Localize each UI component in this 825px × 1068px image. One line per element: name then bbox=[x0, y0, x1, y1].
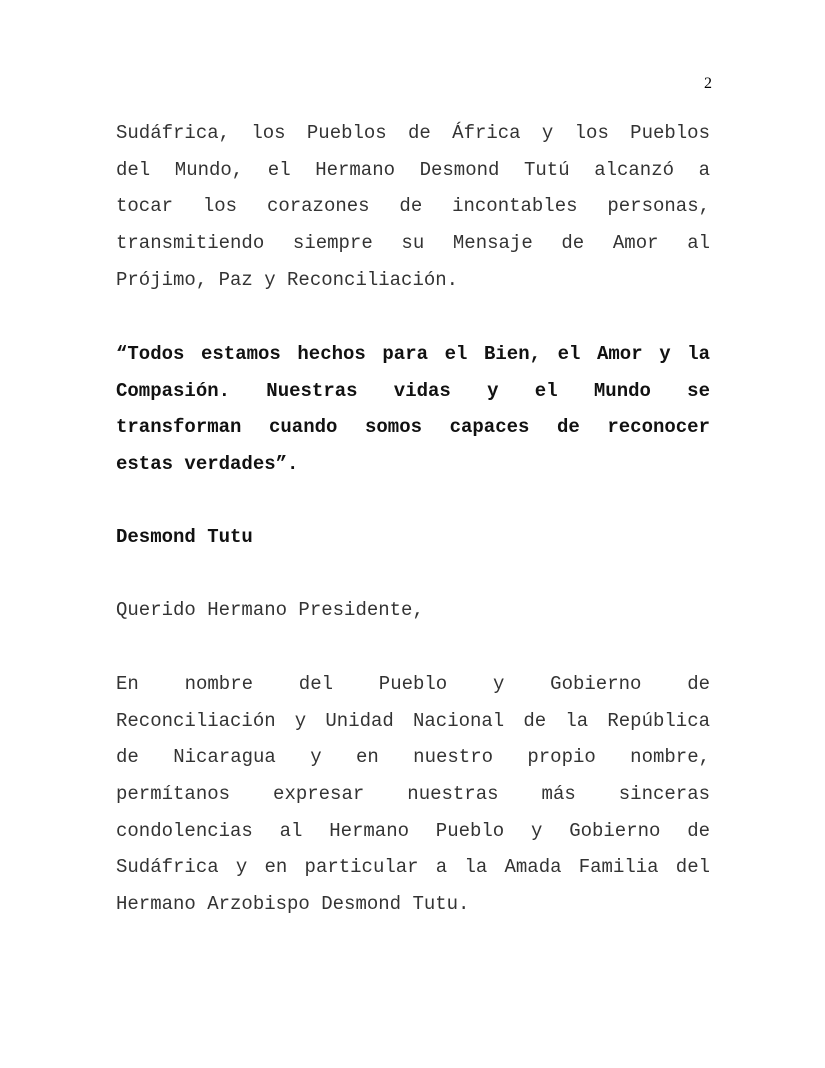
text-line: permítanos expresar nuestras más sinceras bbox=[116, 783, 710, 806]
quote-line: Compasión. Nuestras vidas y el Mundo se bbox=[116, 379, 710, 402]
text-line: Reconciliación y Unidad Nacional de la República bbox=[116, 709, 710, 732]
quote-author-name: Desmond Tutu bbox=[116, 526, 253, 548]
salutation-text: Querido Hermano Presidente, bbox=[116, 599, 424, 621]
quote-line: transforman cuando somos capaces de reconocer bbox=[116, 416, 710, 439]
text-line: de Nicaragua y en nuestro propio nombre, bbox=[116, 746, 710, 769]
text-line: del Mundo, el Hermano Desmond Tutú alcanzó a bbox=[116, 158, 710, 181]
text-line: Hermano Arzobispo Desmond Tutu. bbox=[116, 893, 470, 916]
paragraph-condolence-intro bbox=[116, 115, 710, 298]
text-line: transmitiendo siempre su Mensaje de Amor al bbox=[116, 232, 710, 255]
text-line: Prójimo, Paz y Reconciliación. bbox=[116, 268, 459, 291]
salutation bbox=[116, 592, 710, 629]
quote-line: estas verdades”. bbox=[116, 453, 299, 476]
paragraph-condolences bbox=[116, 666, 710, 923]
page-number: 2 bbox=[704, 75, 712, 92]
text-line: En nombre del Pueblo y Gobierno de bbox=[116, 673, 710, 695]
text-line: condolencias al Hermano Pueblo y Gobierno de bbox=[116, 819, 710, 842]
quote-author bbox=[116, 519, 710, 556]
quote-paragraph bbox=[116, 336, 710, 483]
text-line: Sudáfrica y en particular a la Amada Familia del bbox=[116, 856, 710, 879]
text-line: Sudáfrica, los Pueblos de África y los Pueblos bbox=[116, 122, 710, 144]
quote-line: “Todos estamos hechos para el Bien, el Amor y la bbox=[116, 343, 710, 365]
text-line: tocar los corazones de incontables personas, bbox=[116, 195, 710, 218]
